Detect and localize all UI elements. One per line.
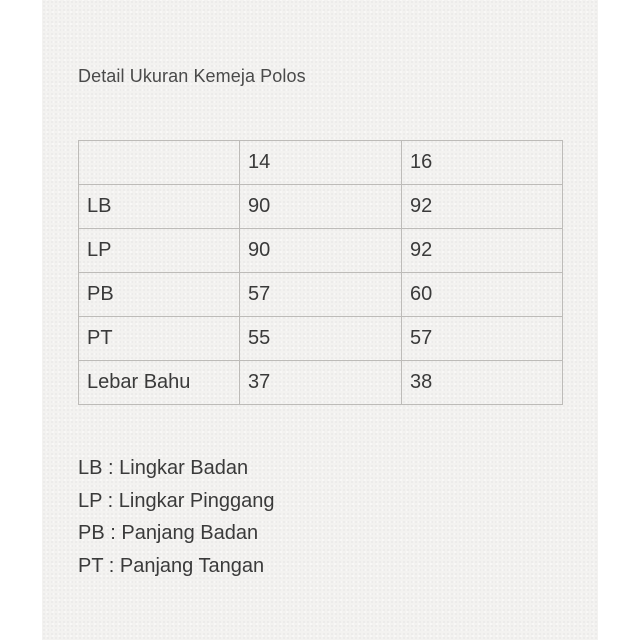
- legend-item: LP : Lingkar Pinggang: [78, 489, 275, 512]
- row-value: 37: [240, 361, 402, 405]
- table-row: [79, 317, 563, 361]
- table-row: [79, 229, 563, 273]
- row-value: 57: [402, 317, 563, 361]
- row-value: 38: [402, 361, 563, 405]
- legend-item: PT : Panjang Tangan: [78, 554, 265, 577]
- page-title: Detail Ukuran Kemeja Polos: [78, 66, 306, 86]
- legend-item: PB : Panjang Badan: [78, 522, 259, 544]
- row-value: 90: [240, 229, 402, 273]
- table-row: [79, 185, 563, 229]
- row-label: PB: [79, 273, 240, 317]
- legend-item: LB : Lingkar Badan: [78, 457, 249, 479]
- header-cell-size-16: 16: [402, 141, 563, 185]
- size-table: [78, 140, 563, 405]
- row-label: Lebar Bahu: [79, 361, 240, 405]
- table-row: [79, 273, 563, 317]
- row-value: 55: [240, 317, 402, 361]
- table-header-row: [79, 141, 563, 185]
- row-value: 60: [402, 273, 563, 317]
- row-value: 92: [402, 229, 563, 273]
- row-label: PT: [79, 317, 240, 361]
- header-cell-empty: [79, 141, 240, 185]
- row-label: LB: [79, 185, 240, 229]
- header-cell-size-14: 14: [240, 141, 402, 185]
- row-value: 57: [240, 273, 402, 317]
- row-value: 92: [402, 185, 563, 229]
- paper-sheet: [42, 0, 598, 640]
- row-value: 90: [240, 185, 402, 229]
- abbreviation-legend: [78, 452, 274, 582]
- row-label: LP: [79, 229, 240, 273]
- table-row: [79, 361, 563, 405]
